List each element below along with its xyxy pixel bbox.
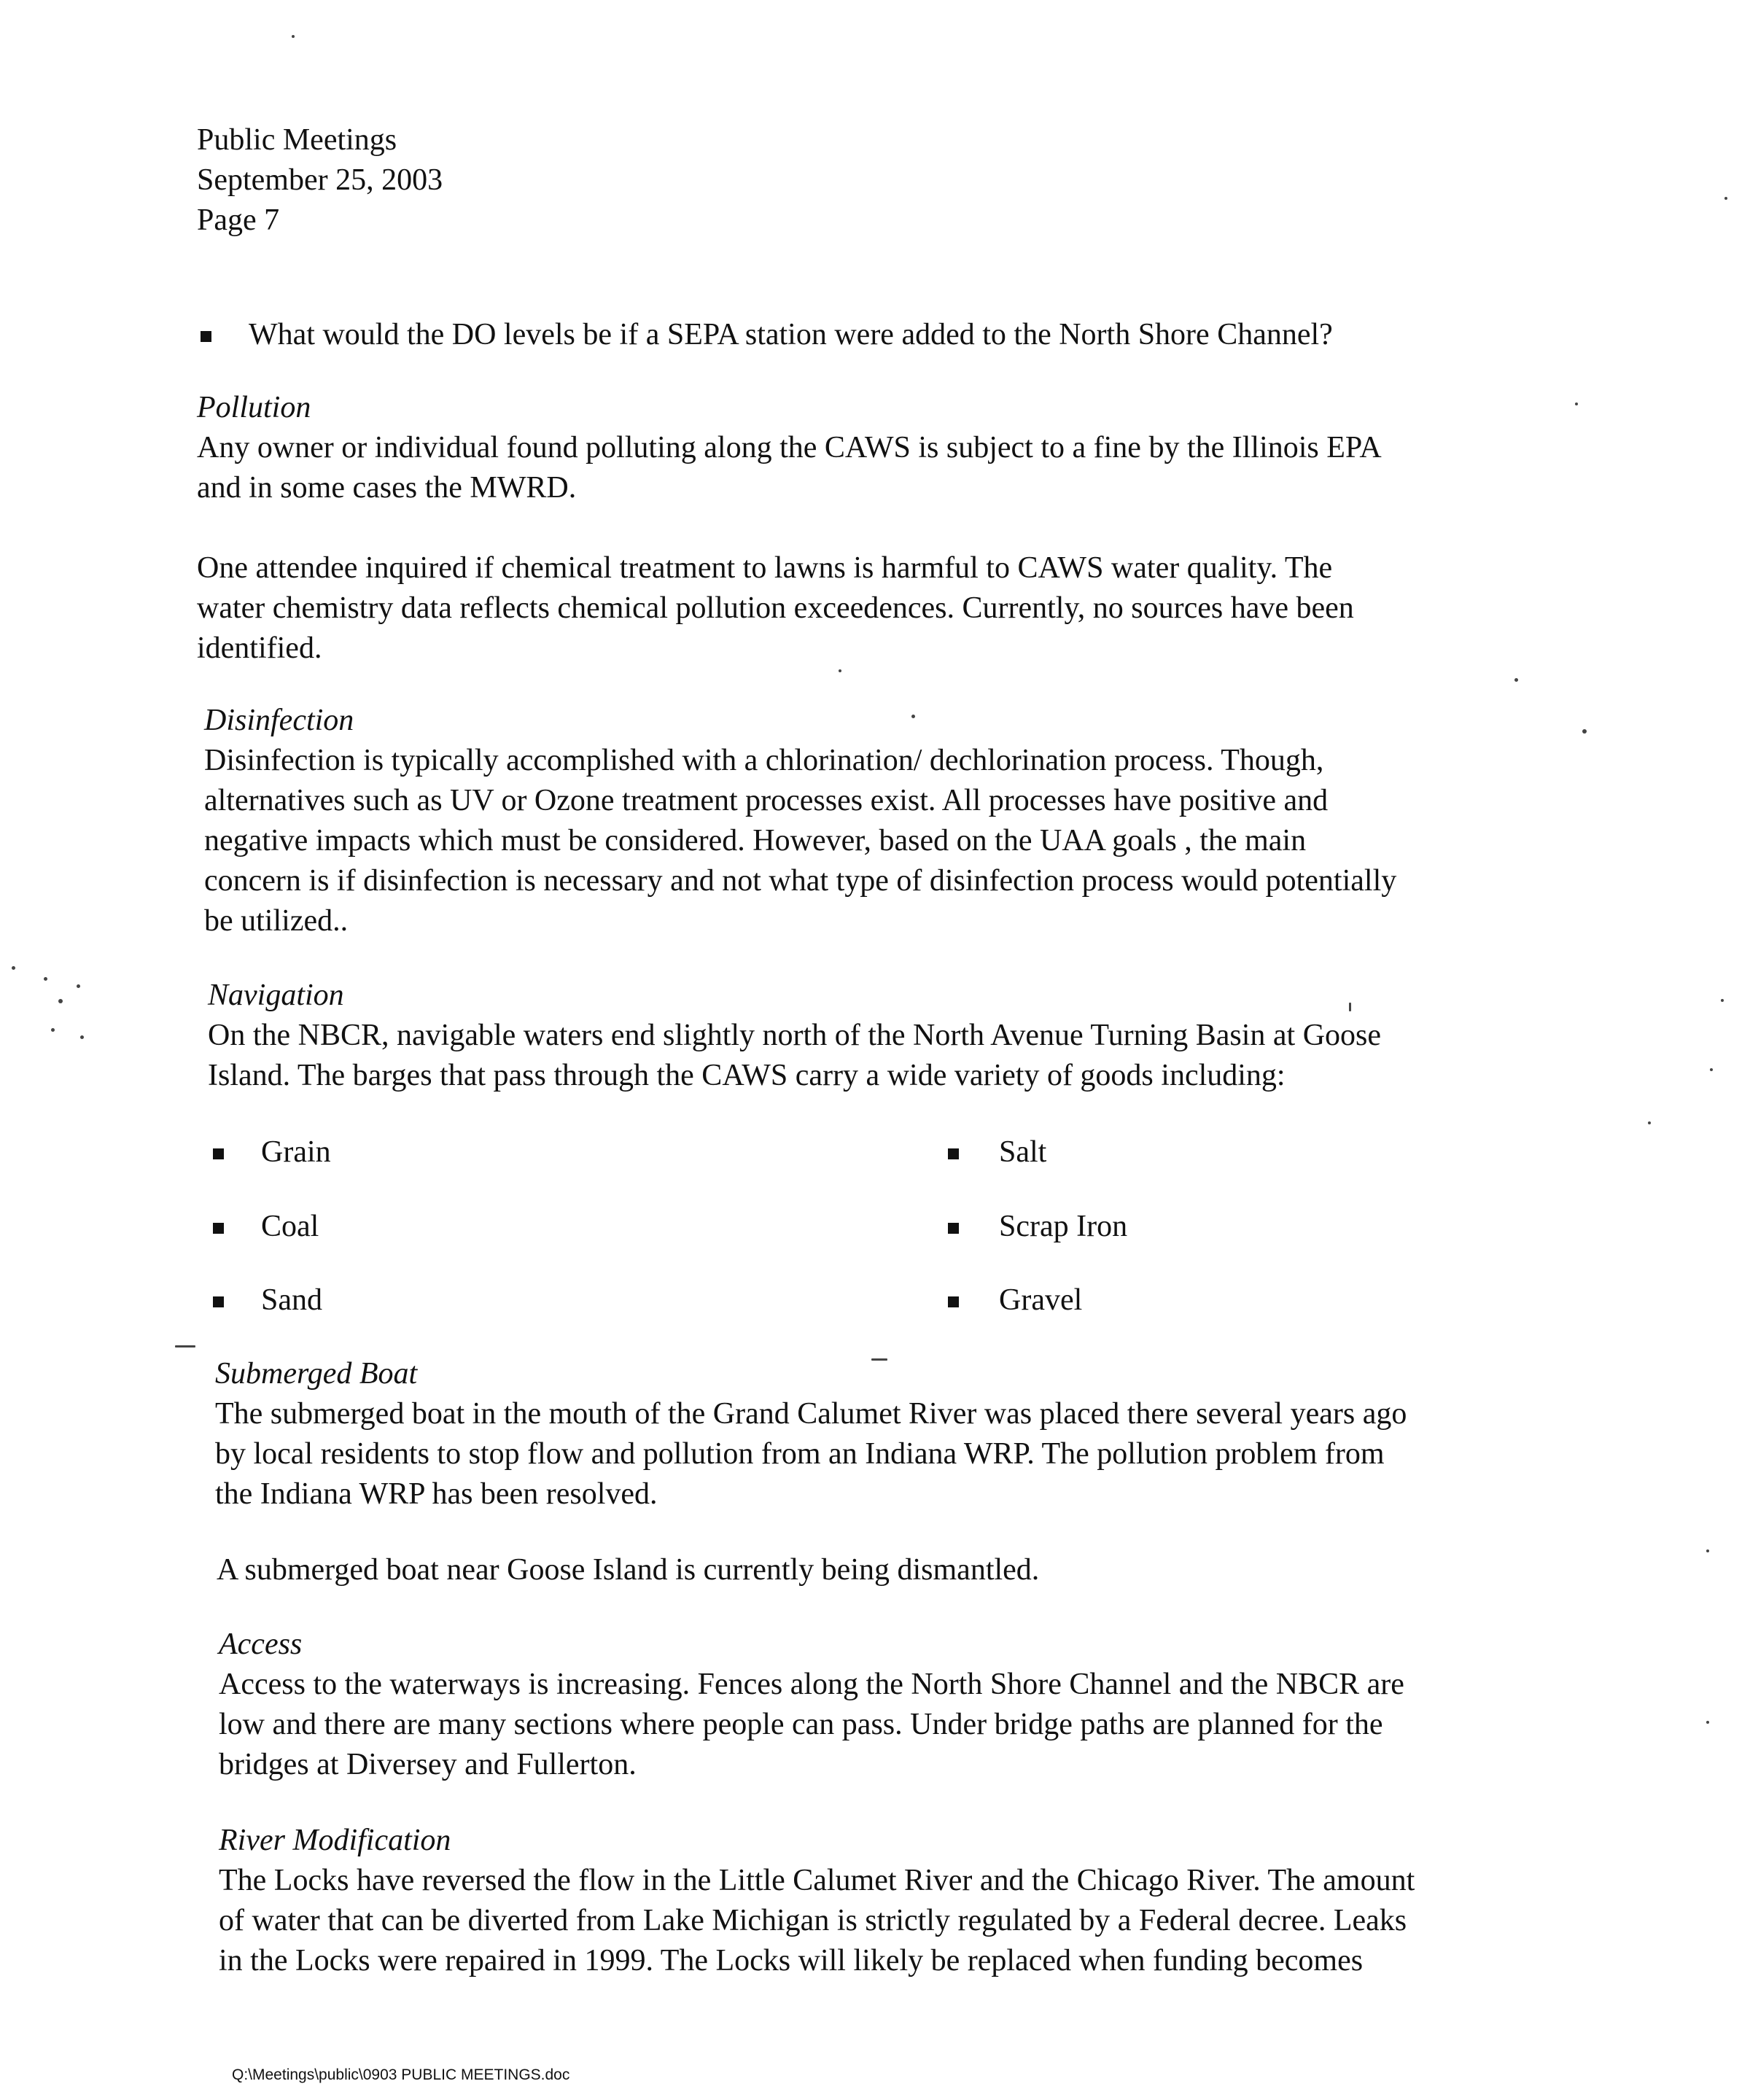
paragraph-line: of water that can be diverted from Lake Michigan is strictly regulated by a Federal decree. Leaks [219,1904,1407,1937]
bullet-square-icon [201,331,211,342]
paragraph-line: The Locks have reversed the flow in the Little Calumet River and the Chicago River. The amount [219,1864,1415,1897]
bullet-square-icon [948,1296,959,1307]
scan-speck [1575,402,1578,405]
scan-speck [1648,1121,1651,1124]
section-submerged-boat [215,1354,1615,1514]
section-heading: Access [219,1628,303,1661]
section-heading: River Modification [219,1824,451,1857]
section-pollution [197,388,1597,508]
scan-speck [80,1035,84,1039]
paragraph-line: be utilized.. [204,904,349,938]
scan-speck [911,715,915,718]
pollution-paragraph-2 [197,548,1597,669]
section-heading: Navigation [208,979,344,1012]
scan-speck [1721,999,1724,1002]
scan-speck [44,977,47,981]
submerged-boat-paragraph-2 [217,1550,1617,1590]
scan-speck [175,1345,195,1348]
paragraph-line: Disinfection is typically accomplished with a chlorination/ dechlorination process. Though, [204,744,1324,777]
paragraph-line: water chemistry data reflects chemical pollution exceedences. Currently, no sources have been [197,591,1354,625]
header-date: September 25, 2003 [197,163,443,197]
paragraph-line: Access to the waterways is increasing. Fences along the North Shore Channel and the NBCR are [219,1668,1404,1701]
scan-speck [1582,729,1587,734]
section-navigation [208,976,1608,1096]
section-heading: Submerged Boat [215,1357,418,1391]
scan-speck [839,669,841,672]
bullet-square-icon [213,1148,224,1159]
intro-bullet-text: What would the DO levels be if a SEPA station were added to the North Shore Channel? [249,318,1333,351]
paragraph-line: Any owner or individual found polluting along the CAWS is subject to a fine by the Illinois EPA [197,431,1382,464]
scan-speck [1706,1549,1709,1552]
paragraph-line: Island. The barges that pass through the CAWS carry a wide variety of goods including: [208,1059,1286,1092]
page-header [197,120,443,241]
paragraph-line: One attendee inquired if chemical treatment to lawns is harmful to CAWS water quality. The [197,551,1333,585]
section-heading: Pollution [197,391,311,424]
paragraph-line: A submerged boat near Goose Island is currently being dismantled. [217,1553,1040,1587]
footer-file-path: Q:\Meetings\public\0903 PUBLIC MEETINGS.doc [232,2066,570,2083]
paragraph-line: identified. [197,631,322,665]
section-river-modification [219,1821,1619,1981]
scan-speck [1349,1003,1351,1011]
scan-speck [58,999,63,1003]
section-access [219,1625,1619,1785]
paragraph-line: and in some cases the MWRD. [197,471,577,505]
bullet-square-icon [948,1148,959,1159]
paragraph-line: by local residents to stop flow and pollution from an Indiana WRP. The pollution problem from [215,1437,1385,1471]
bullet-square-icon [213,1296,224,1307]
paragraph-line: low and there are many sections where people can pass. Under bridge paths are planned for the [219,1708,1383,1741]
scan-speck [292,35,295,38]
scan-speck [51,1028,55,1032]
scan-speck [1710,1068,1713,1071]
scan-speck [871,1358,887,1361]
paragraph-line: alternatives such as UV or Ozone treatment processes exist. All processes have positive and [204,784,1329,817]
scan-speck [1514,678,1518,682]
paragraph-line: in the Locks were repaired in 1999. The Locks will likely be replaced when funding becomes [219,1944,1364,1978]
scan-speck [77,984,80,988]
scan-speck [12,966,15,970]
document-page: Public Meetings September 25, 2003 Page 7 What would the DO levels be if a SEPA station were added to the North Shore Channel? Pollution Any owner or individual found polluting along the CAWS is subject to a fine by the Illinois EPA and in some cases the MWRD. One attendee inquired if chemical treatment to lawns is harmful to CAWS water quality. The water chemistry data reflects chemical pollution exceedences. Currently, no sources have been identified. Disinfection Disinfection is typically accomplished with a chlorination/ dechlorination process. Though, alternatives such as UV or Ozone treatment processes exist. All processes have positive and negative impacts which must be considered. However, based on the UAA goals , the main concern is if disinfection is necessary and not what type of disinfection process would potentially be utilized.. Navigation On the NBCR, navigable waters end slightly north of the North Avenue Turning Basin at Goose Island. The barges that pass through the CAWS carry a wide variety of goods including: Grain Coal Sand Salt Scrap Iron Gravel Submerged Boat The submerged boat in the mouth of the Grand Calumet River was placed there several years ago by local residents to stop flow and pollution from an Indiana WRP. The pollution problem from the Indiana WRP has been resolved. A submerged boat near Goose Island is currently being dismantled. Access Access to the waterways is increasing. Fences along the North Shore Channel and the NBCR are low and there are many sections where people can pass. Under bridge paths are planned for the bridges at Diversey and Fullerton. River Modification The Locks have reversed the flow in the Little Calumet River and the Chicago River. The amount of water that can be diverted from Lake Michigan is strictly regulated by a Federal decree. Leaks in the Locks were repaired in 1999. The Locks will likely be replaced when funding becomes Q:\Meetings\public\0903 PUBLIC MEETINGS.doc [0,0,1750,2100]
paragraph-line: On the NBCR, navigable waters end slightly north of the North Avenue Turning Basin at Goose [208,1019,1382,1052]
header-page-number: Page 7 [197,203,280,237]
section-disinfection [204,701,1604,941]
scan-speck [1706,1721,1709,1724]
scan-speck [1724,197,1727,200]
paragraph-line: The submerged boat in the mouth of the Grand Calumet River was placed there several years ago [215,1397,1407,1431]
section-heading: Disinfection [204,704,354,737]
paragraph-line: concern is if disinfection is necessary and not what type of disinfection process would potentially [204,864,1397,898]
bullet-square-icon [948,1223,959,1234]
bullet-square-icon [213,1223,224,1234]
paragraph-line: the Indiana WRP has been resolved. [215,1477,658,1511]
paragraph-line: bridges at Diversey and Fullerton. [219,1748,637,1781]
paragraph-line: negative impacts which must be considered. However, based on the UAA goals , the main [204,824,1307,858]
header-title: Public Meetings [197,123,397,157]
